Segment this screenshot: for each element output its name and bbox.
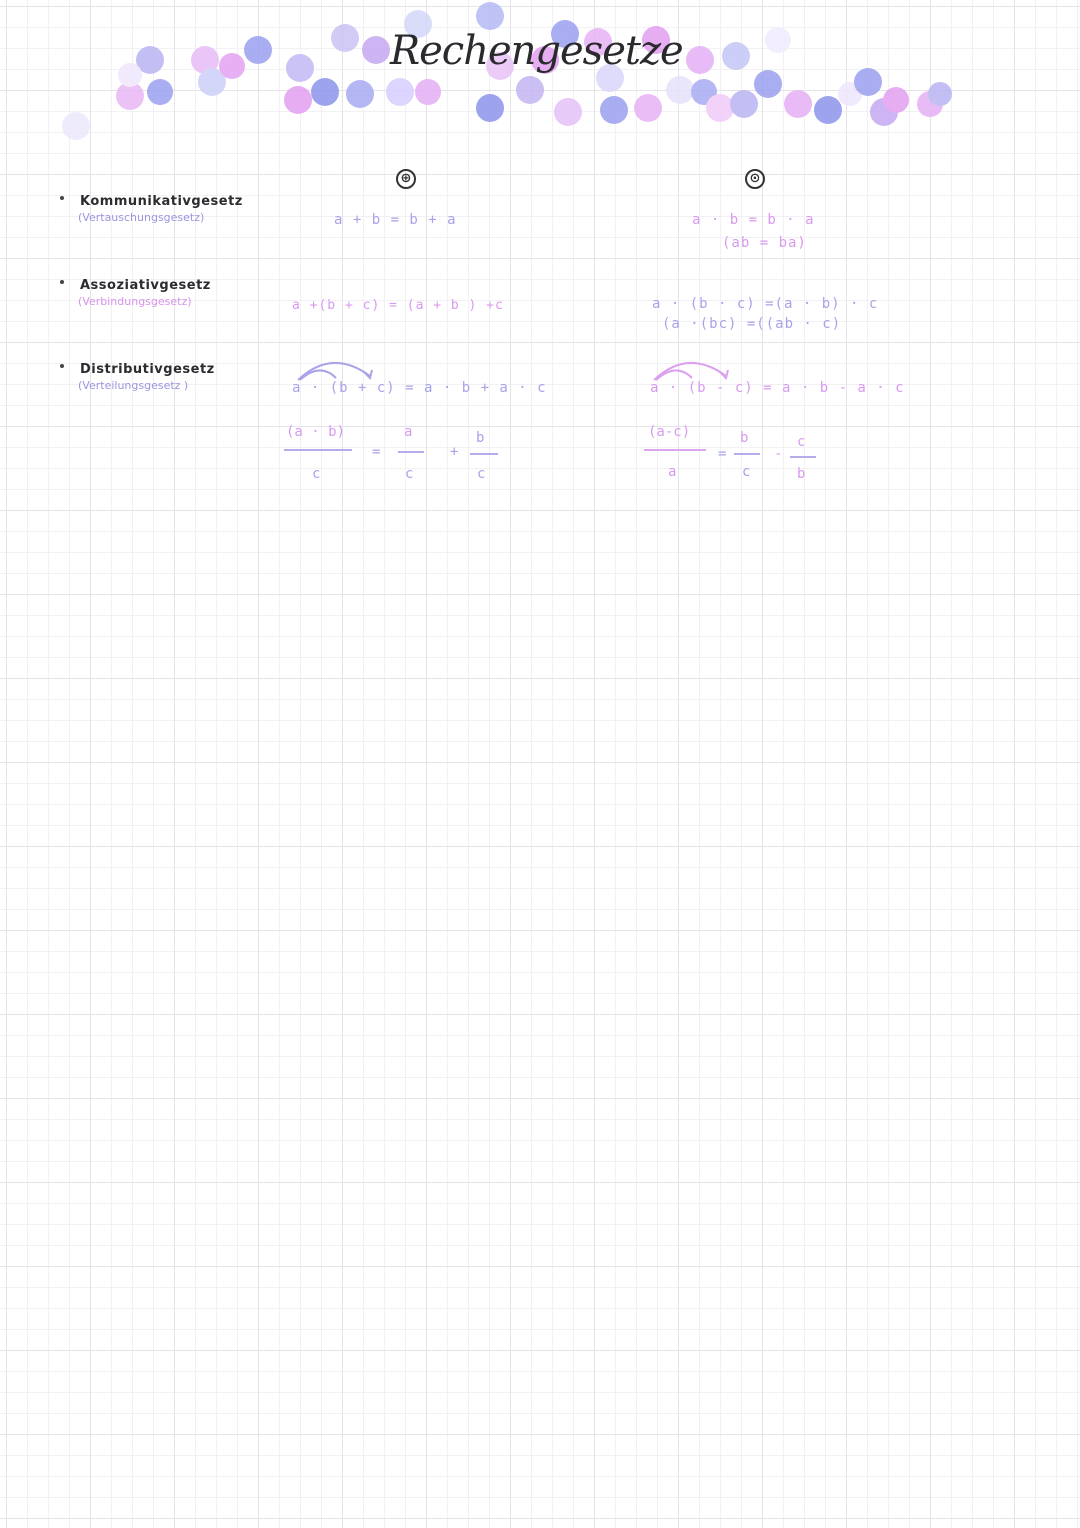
decorative-dots xyxy=(0,0,1080,160)
fraction-numerator: (a · b) xyxy=(286,424,346,440)
fraction-term1-numerator: a xyxy=(404,424,413,440)
fraction-term2-numerator: b xyxy=(476,430,485,446)
fraction-term2-denominator: c xyxy=(477,466,486,482)
fraction-numerator: (a-c) xyxy=(648,424,691,440)
fraction-term2-denominator: b xyxy=(797,466,806,482)
fraction-bar xyxy=(644,449,706,451)
page-title: Rechengesetze xyxy=(390,28,683,74)
distributive-multiplication-formula: a · (b - c) = a · b - a · c xyxy=(650,380,905,396)
fraction-operator: - xyxy=(774,446,783,462)
associative-addition-formula: a +(b + c) = (a + b ) +c xyxy=(292,298,504,313)
bullet xyxy=(60,364,64,368)
law-subtitle: (Verbindungsgesetz) xyxy=(78,295,192,308)
fraction-term1-denominator: c xyxy=(742,464,751,480)
fraction-operator: + xyxy=(450,444,459,460)
fraction-equals: = xyxy=(718,446,727,462)
commutative-multiplication-note: (ab = ba) xyxy=(722,235,807,251)
law-associative xyxy=(62,278,211,308)
plus-circle-icon: ⊕ xyxy=(396,169,416,189)
commutative-addition-formula: a + b = b + a xyxy=(334,212,457,228)
bullet xyxy=(60,280,64,284)
law-distributive xyxy=(62,362,215,392)
commutative-multiplication-formula: a · b = b · a xyxy=(692,212,815,228)
fraction-bar xyxy=(734,453,760,455)
law-name: Distributivgesetz xyxy=(80,362,215,377)
law-name: Kommunikativgesetz xyxy=(80,194,243,209)
distributive-addition-formula: a · (b + c) = a · b + a · c xyxy=(292,380,547,396)
bullet xyxy=(60,196,64,200)
fraction-bar xyxy=(284,449,352,451)
fraction-term2-numerator: c xyxy=(797,434,806,450)
fraction-term1-denominator: c xyxy=(405,466,414,482)
fraction-bar xyxy=(398,451,424,453)
fraction-bar xyxy=(790,456,816,458)
fraction-equals: = xyxy=(372,444,381,460)
associative-multiplication-formula-2: (a ·(bc) =((ab · c) xyxy=(662,316,842,332)
fraction-bar xyxy=(470,453,498,455)
dot-circle-icon: ⊙ xyxy=(745,169,765,189)
fraction-denominator: a xyxy=(668,464,677,480)
associative-multiplication-formula: a · (b · c) =(a · b) · c xyxy=(652,296,879,312)
law-subtitle: (Vertauschungsgesetz) xyxy=(78,211,205,224)
law-subtitle: (Verteilungsgesetz ) xyxy=(78,379,189,392)
law-commutative xyxy=(62,194,243,224)
law-name: Assoziativgesetz xyxy=(80,278,211,293)
fraction-term1-numerator: b xyxy=(740,430,749,446)
fraction-denominator: c xyxy=(312,466,321,482)
